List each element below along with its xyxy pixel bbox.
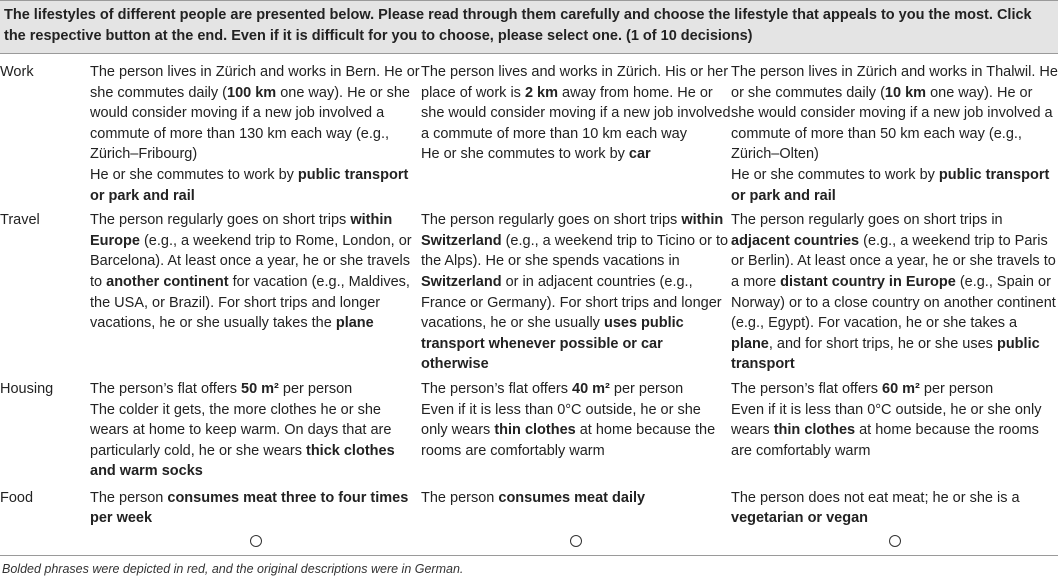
description-text: He or she commutes to work by bbox=[90, 166, 298, 183]
description-text: or in adjacent countries (e.g., France or Germany). For short trips and longer vacations, he or she usually bbox=[421, 273, 722, 332]
description-text: The person regularly goes on short trips bbox=[421, 212, 682, 229]
description-paragraph bbox=[731, 165, 1058, 206]
cell-travel-3 bbox=[731, 206, 1058, 375]
description-text: (e.g., a weekend trip to Paris or Berlin). At least once a year, he or she travels to a more bbox=[731, 232, 1056, 290]
highlighted-phrase: public transport or park and rail bbox=[731, 166, 1050, 204]
description-paragraph bbox=[90, 210, 421, 334]
description-paragraph bbox=[731, 210, 1058, 375]
description-text: one way). He or she would consider moving if a new job involved a commute of more than 50 km each way (e.g., Zürich–Olten) bbox=[731, 84, 1053, 163]
radio-lifestyle-2[interactable] bbox=[570, 535, 582, 547]
description-text: per person bbox=[609, 380, 684, 397]
highlighted-phrase: plane bbox=[731, 335, 769, 352]
row-food bbox=[0, 482, 1058, 529]
description-text: Even if it is less than 0°C outside, he or she only wears bbox=[731, 401, 1042, 439]
highlighted-phrase: consumes meat three to four times per week bbox=[90, 489, 409, 527]
highlighted-phrase: 60 m² bbox=[882, 380, 920, 397]
description-text: (e.g., Spain or Norway) or to a close country on another continent (e.g., Egypt). For vacation, he or she takes a bbox=[731, 273, 1056, 332]
description-text: at home because the rooms are comfortably warm bbox=[421, 422, 716, 459]
cell-travel-2 bbox=[421, 206, 731, 375]
instructions-text: The lifestyles of different people are presented below. Please read through them carefully and choose the lifestyle that appeals to you the most. Click the respective button at the end. Even if it is difficult for you to choose, please select one. (1 of 10 decisions) bbox=[4, 7, 1032, 44]
cell-housing-1 bbox=[90, 375, 421, 482]
description-paragraph bbox=[90, 400, 421, 482]
description-text: per person bbox=[278, 380, 353, 397]
highlighted-phrase: thick clothes and warm socks bbox=[90, 442, 395, 480]
highlighted-phrase: thin clothes bbox=[773, 422, 856, 439]
description-text: (e.g., a weekend trip to Rome, London, or Barcelona). At least once a year, he or she travels to bbox=[90, 232, 412, 290]
cell-food-1 bbox=[90, 482, 421, 529]
description-text: The person regularly goes on short trips bbox=[90, 212, 351, 229]
description-text: one way). He or she would consider moving if a new job involved a commute of more than 130 km each way (e.g., Zürich–Fribourg) bbox=[90, 84, 410, 163]
cell-food-2 bbox=[421, 482, 731, 529]
footnote: Bolded phrases were depicted in red, and the original descriptions were in German. bbox=[2, 562, 464, 576]
footer-divider bbox=[0, 555, 1058, 556]
highlighted-phrase: distant country in Europe bbox=[780, 273, 956, 290]
row-label-work: Work bbox=[0, 64, 34, 80]
highlighted-phrase: vegetarian or vegan bbox=[731, 510, 868, 527]
description-paragraph bbox=[421, 210, 731, 375]
description-paragraph bbox=[421, 144, 731, 165]
cell-housing-2 bbox=[421, 375, 731, 482]
row-label-food: Food bbox=[0, 489, 34, 506]
highlighted-phrase: plane bbox=[335, 315, 374, 332]
description-text: The person bbox=[421, 489, 499, 506]
highlighted-phrase: within Europe bbox=[90, 212, 393, 249]
description-text: , and for short trips, he or she uses bbox=[768, 335, 997, 352]
highlighted-phrase: 40 m² bbox=[572, 380, 610, 397]
description-text: per person bbox=[919, 380, 994, 397]
description-paragraph bbox=[421, 400, 731, 462]
description-text: The person lives in Zürich and works in Bern. He or she commutes daily ( bbox=[90, 64, 420, 101]
description-text: The person’s flat offers bbox=[731, 380, 882, 397]
description-text: at home because the rooms are comfortably warm bbox=[731, 422, 1039, 459]
description-text: The person regularly goes on short trips in bbox=[731, 212, 1003, 229]
description-text: Even if it is less than 0°C outside, he or she only wears bbox=[421, 401, 701, 439]
highlighted-phrase: another continent bbox=[106, 273, 229, 290]
description-text: The person’s flat offers bbox=[90, 380, 241, 397]
description-text: He or she commutes to work by bbox=[421, 146, 629, 163]
highlighted-phrase: 50 m² bbox=[241, 380, 279, 397]
highlighted-phrase: adjacent countries bbox=[731, 232, 860, 249]
highlighted-phrase: 2 km bbox=[524, 84, 559, 101]
description-paragraph bbox=[421, 62, 731, 144]
highlighted-phrase: consumes meat daily bbox=[498, 489, 646, 506]
row-label-travel: Travel bbox=[0, 212, 40, 229]
cell-food-3 bbox=[731, 482, 1058, 529]
row-housing bbox=[0, 375, 1058, 482]
cell-housing-3 bbox=[731, 375, 1058, 482]
row-label-housing: Housing bbox=[0, 380, 54, 397]
description-text: The person does not eat meat; he or she is a bbox=[731, 489, 1020, 506]
highlighted-phrase: 100 km bbox=[227, 84, 277, 101]
cell-work-1 bbox=[90, 54, 421, 206]
cell-travel-1 bbox=[90, 206, 421, 375]
description-text: The person’s flat offers bbox=[421, 380, 572, 397]
description-paragraph bbox=[421, 379, 731, 400]
instructions-header bbox=[0, 0, 1058, 54]
description-paragraph bbox=[731, 400, 1058, 462]
description-text: The person lives in Zürich and works in Thalwil. He or she commutes daily ( bbox=[731, 64, 1058, 101]
highlighted-phrase: public transport or park and rail bbox=[90, 166, 409, 204]
highlighted-phrase: public transport bbox=[731, 335, 1040, 373]
highlighted-phrase: thin clothes bbox=[494, 422, 576, 439]
description-text: He or she commutes to work by bbox=[731, 166, 939, 183]
description-text: (e.g., a weekend trip to Ticino or to the Alps). He or she spends vacations in bbox=[421, 232, 729, 270]
description-text: The colder it gets, the more clothes he or she wears at home to keep warm. On days that are particularly cold, he or she wears bbox=[90, 401, 392, 459]
description-text: away from home. He or she would consider moving if a new job involved a commute of more than 10 km each way bbox=[421, 84, 731, 142]
description-paragraph bbox=[90, 379, 421, 400]
description-paragraph bbox=[90, 488, 421, 529]
radio-lifestyle-1[interactable] bbox=[250, 535, 262, 547]
description-paragraph bbox=[90, 62, 421, 165]
description-text: The person lives and works in Zürich. His or her place of work is bbox=[421, 64, 729, 101]
highlighted-phrase: car bbox=[628, 146, 651, 163]
description-paragraph bbox=[90, 165, 421, 206]
description-text: The person bbox=[90, 489, 168, 506]
highlighted-phrase: within Switzerland bbox=[421, 212, 724, 249]
description-text: for vacation (e.g., Maldives, the USA, or Brazil). For short trips and longer vacations, he or she usually takes the bbox=[90, 273, 410, 332]
description-paragraph bbox=[731, 379, 1058, 400]
row-travel bbox=[0, 206, 1058, 375]
description-paragraph bbox=[731, 62, 1058, 165]
highlighted-phrase: 10 km bbox=[884, 84, 927, 101]
description-paragraph bbox=[421, 488, 731, 509]
cell-work-2 bbox=[421, 54, 731, 206]
highlighted-phrase: Switzerland bbox=[421, 273, 502, 290]
cell-work-3 bbox=[731, 54, 1058, 206]
row-work bbox=[0, 54, 1058, 206]
lifestyle-table bbox=[0, 54, 1058, 559]
highlighted-phrase: uses public transport whenever possible or car otherwise bbox=[421, 315, 684, 373]
radio-lifestyle-3[interactable] bbox=[889, 535, 901, 547]
description-paragraph bbox=[731, 488, 1058, 529]
